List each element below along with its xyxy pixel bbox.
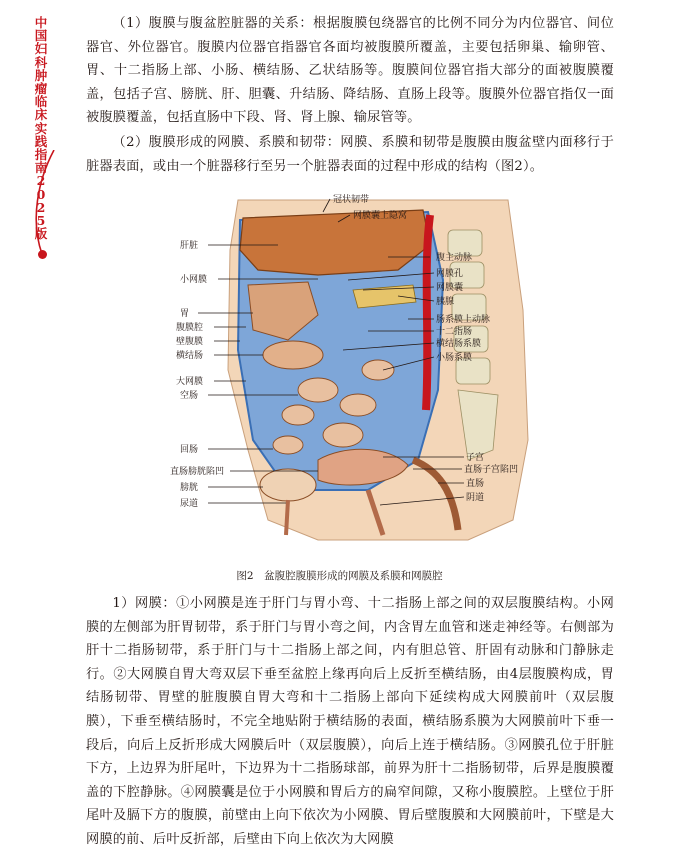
label-coronary-ligament: 冠状韧带 <box>333 195 370 205</box>
label-stomach: 胃 <box>180 309 190 319</box>
anatomy-figure <box>168 190 538 560</box>
side-title: 中国妇科肿瘤临床实践指南2025版 <box>34 15 48 242</box>
label-transverse-colon: 横结肠 <box>176 351 204 361</box>
label-liver: 肝脏 <box>180 241 199 251</box>
label-rectovesical-pouch: 直肠膀胱陷凹 <box>170 467 225 477</box>
label-pancreas: 胰腺 <box>436 297 455 307</box>
side-dot <box>38 250 47 259</box>
label-parietal-peritoneum: 壁腹膜 <box>176 337 204 347</box>
label-vagina: 阴道 <box>466 493 485 503</box>
paragraph-omentum-detail: 1）网膜：①小网膜是连于肝门与胃小弯、十二指肠上部之间的双层腹膜结构。小网膜的左侧部为肝胃韧带，系于肝门与胃小弯之间，内含胃左血管和迷走神经等。右侧部为肝十二指肠韧带，系于肝门与十二指肠上部之间，内有胆总管、肝固有动脉和门静脉走行。②大网膜自胃大弯双层下垂至盆腔上缘再向后上反折至横结肠，由4层腹膜构成，胃结肠韧带、胃壁的脏腹膜自胃大弯和十二指肠上部向下延续构成大网膜前叶（双层腹膜），下垂至横结肠时，不完全地贴附于横结肠的表面，横结肠系膜为大网膜前叶下垂一段后，向后上反折形成大网膜后叶（双层腹膜），向后上连于横结肠。③网膜孔位于肝脏下方，上边界为肝尾叶，下边界为十二指肠球部，前界为肝十二指肠韧带，后界是腹膜覆盖的下腔静脉。④网膜囊是位于小网膜和胃后方的扁窄间隙，又称小腹膜腔。上壁位于肝尾叶及膈下方的腹膜，前壁由上向下依次为小网膜、胃后壁腹膜和大网膜前叶，下壁是大网膜的前、后叶反折部，后壁由下向上依次为大网膜 <box>86 596 614 847</box>
label-rectum: 直肠 <box>466 479 485 489</box>
label-lesser-omentum: 小网膜 <box>180 275 208 285</box>
paragraph-peritoneum-organs: （1）腹膜与腹盆腔脏器的关系：根据腹膜包绕器官的比例不同分为内位器官、间位器官、外位器官。腹膜内位器官指器官各面均被腹膜所覆盖，主要包括卵巢、输卵管、胃、十二指肠上部、小肠、横结肠、乙状结肠等。腹膜间位器官指大部分的面被腹膜覆盖，包括子宫、膀胱、肝、胆囊、升结肠、降结肠、直肠上段等。腹膜外位器官指仅一面被腹膜覆盖，包括直肠中下段、肾、肾上腺、输尿管等。 <box>86 16 614 126</box>
paragraph-omentum-mesentery: （2）腹膜形成的网膜、系膜和韧带：网膜、系膜和韧带是腹膜由腹盆壁内面移行于脏器表面，或由一个脏器移行至另一个脏器表面的过程中形成的结构（图2）。 <box>86 135 614 174</box>
label-urethra: 尿道 <box>180 499 199 509</box>
label-rectouterine-pouch: 直肠子宫陷凹 <box>464 465 519 475</box>
label-ileum: 回肠 <box>180 445 199 455</box>
label-bladder: 膀胱 <box>180 483 199 493</box>
label-uterus: 子宫 <box>466 453 485 463</box>
label-superior-recess: 网膜囊上隐窝 <box>353 211 408 221</box>
label-omental-bursa: 网膜囊 <box>436 283 464 293</box>
label-transverse-mesocolon: 横结肠系膜 <box>436 339 482 349</box>
label-abdominal-aorta: 腹主动脉 <box>436 253 473 263</box>
label-duodenum: 十二指肠 <box>436 327 473 337</box>
label-sma: 肠系膜上动脉 <box>436 315 491 325</box>
side-decoration <box>28 150 58 260</box>
label-peritoneal-cavity: 腹膜腔 <box>176 323 204 333</box>
label-mesentery: 小肠系膜 <box>436 353 473 363</box>
figure-caption: 图2 盆腹腔腹膜形成的网膜及系膜和网膜腔 <box>236 570 443 582</box>
label-jejunum: 空肠 <box>180 391 199 401</box>
label-epiploic-foramen: 网膜孔 <box>436 269 464 279</box>
label-greater-omentum: 大网膜 <box>176 377 204 387</box>
